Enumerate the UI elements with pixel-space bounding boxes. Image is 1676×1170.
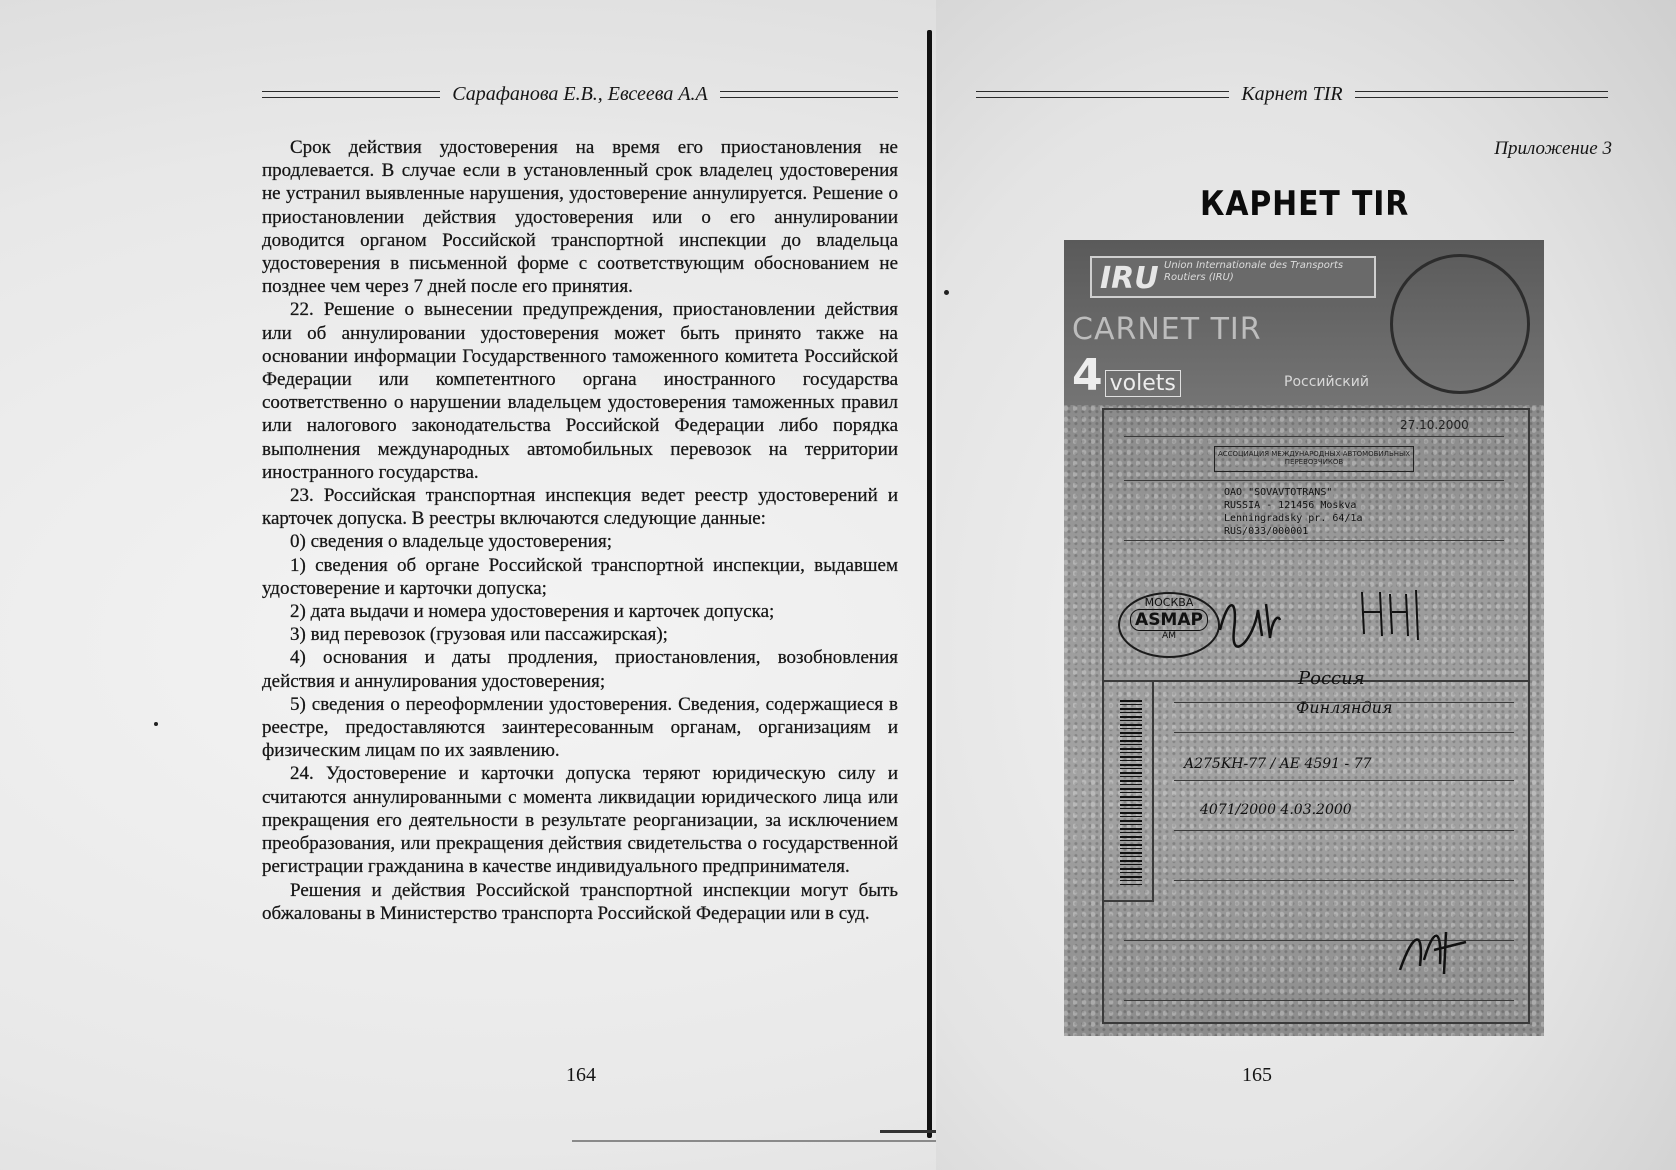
list-item: 3) вид перевозок (грузовая или пассажирская); <box>290 624 668 646</box>
list-item: 0) сведения о владельце удостоверения; <box>290 531 612 553</box>
paragraph: Решения и действия Российской транспортной инспекции могут быть обжалованы в Министерство транспорта Российской Федерации или в суд. <box>262 879 898 924</box>
form-line <box>1174 732 1514 733</box>
paragraph: 22. Решение о вынесении предупреждения, приостановлении действия или об аннулировании удостоверения может быть принято также на основании информации Государственного таможенного комитета Российской Федерации или компетентного органа иностранного государства соответственно о нарушении владельцем удостоверения таможенных правил или налогового законодательства Российской Федерации либо порядка выполнения международных автомобильных перевозок на территории иностранного государства. <box>262 299 898 483</box>
form-line <box>1174 830 1514 831</box>
holder-line: RUSSIA - 121456 Moskva <box>1224 500 1357 511</box>
print-speck <box>154 722 158 726</box>
volets-number: 4 <box>1072 350 1103 401</box>
header-rule-left <box>262 91 440 98</box>
asmap-stamp <box>1118 592 1220 658</box>
left-running-header-text: Сарафанова Е.В., Евсеева А.А <box>452 82 708 105</box>
volets-ru-label: Российский <box>1284 374 1369 390</box>
header-rule-left <box>976 91 1229 98</box>
form-line <box>1124 1000 1514 1001</box>
holder-line: Lenningradsky pr. 64/1a <box>1224 513 1363 524</box>
stamp-mid-text: ASMAP <box>1130 609 1208 631</box>
form-line <box>1124 436 1504 437</box>
stamp-top-text: МОСКВА <box>1144 596 1194 609</box>
appendix-label: Приложение 3 <box>1494 138 1612 159</box>
signature-left <box>1214 590 1284 650</box>
signature-bottom <box>1394 920 1474 980</box>
holder-line: OAO "SOVAVTOTRANS" <box>1224 487 1333 498</box>
handwritten-registration: A275KH-77 / AE 4591 - 77 <box>1184 756 1372 772</box>
paragraph: 24. Удостоверение и карточки допуска теряют юридическую силу и считаются аннулированными с момента ликвидации юридического лица или прекращения его деятельности в результате реорганизации, за исключением преобразования, или прекращения действия свидетельства о государственной регистрации гражданина в качестве индивидуального предпринимателя. <box>262 763 898 878</box>
header-rule-right <box>1355 91 1608 98</box>
right-page-number: 165 <box>1242 1064 1272 1086</box>
form-line <box>1124 540 1504 541</box>
carnet-tir-image <box>1064 240 1544 1036</box>
form-line <box>1174 880 1514 881</box>
right-running-header <box>976 82 1608 106</box>
date-stamp: 27.10.2000 <box>1400 418 1469 432</box>
iru-logo: IRU <box>1090 256 1376 298</box>
volets-word: volets <box>1105 370 1181 397</box>
form-line <box>1124 480 1504 481</box>
volets-label <box>1072 350 1181 401</box>
list-item: 2) дата выдачи и номера удостоверения и карточек допуска; <box>290 601 775 623</box>
header-rule-right <box>720 91 898 98</box>
round-stamp <box>1390 254 1530 394</box>
handwritten-country-departure: Россия <box>1298 668 1365 689</box>
left-page-number: 164 <box>566 1064 596 1086</box>
holder-address <box>1224 486 1404 538</box>
handwritten-country-destination: Финляндия <box>1296 698 1393 717</box>
right-running-header-text: Карнет TIR <box>1241 82 1343 105</box>
signature-right <box>1354 584 1444 644</box>
paragraph: 23. Российская транспортная инспекция ведет реестр удостоверений и карточек допуска. В реестры включаются следующие данные: <box>262 485 898 530</box>
form-line <box>1174 780 1514 781</box>
iru-logo-subtitle: Union Internationale des Transports Routiers (IRU) <box>1164 260 1344 283</box>
left-running-header <box>262 82 898 106</box>
list-item: 4) основания и даты продления, приостановления, возобновления действия и аннулирования удостоверения; <box>262 647 898 692</box>
book-spine <box>927 30 932 1138</box>
print-speck <box>944 290 949 295</box>
handwritten-certificate: 4071/2000 4.03.2000 <box>1200 802 1352 818</box>
list-item: 5) сведения о переоформлении удостоверения. Сведения, содержащиеся в реестре, предоставляются заинтересованным органам, организациям и физическим лицам по их заявлению. <box>262 693 898 762</box>
carnet-label: CARNET TIR <box>1072 312 1262 347</box>
stamp-bottom-text: АМ <box>1162 631 1176 641</box>
carnet-title: КАРНЕТ TIR <box>1200 184 1410 224</box>
holder-line: RUS/033/000001 <box>1224 526 1309 537</box>
list-item: 1) сведения об органе Российской транспортной инспекции, выдавшем удостоверение и карточки допуска; <box>262 554 898 599</box>
paragraph: Срок действия удостоверения на время его приостановления не продлевается. В случае если в установленный срок владелец удостоверения не устранил выявленные нарушения, удостоверение аннулируется. Решение о приостановлении действия удостоверения или о его аннулировании доводится органом Российской транспортной инспекции до владельца удостоверения в письменной форме с соответствующим обоснованием не позднее чем через 7 дней после его принятия. <box>262 137 898 298</box>
barcode <box>1120 700 1142 885</box>
association-box: АССОЦИАЦИЯ МЕЖДУНАРОДНЫХ АВТОМОБИЛЬНЫХ ПЕРЕВОЗЧИКОВ <box>1214 446 1414 472</box>
left-body-text <box>262 136 898 925</box>
